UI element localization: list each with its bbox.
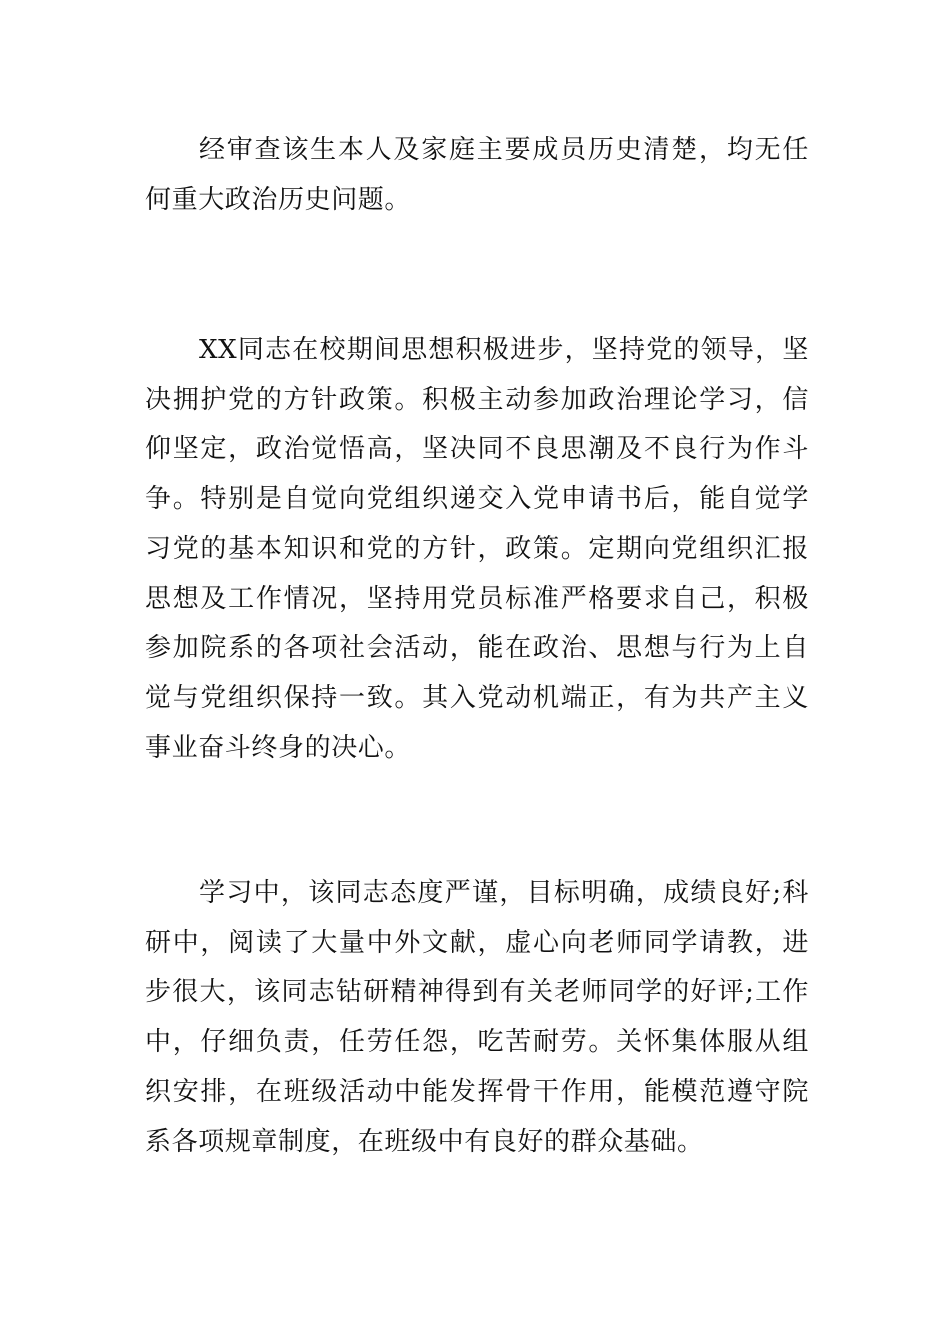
paragraph-political-performance: XX同志在校期间思想积极进步，坚持党的领导，坚决拥护党的方针政策。积极主动参加政治理论学习，信仰坚定，政治觉悟高，坚决同不良思潮及不良行为作斗争。特别是自觉向党组织递交入党申请书后，能自觉学习党的基本知识和党的方针，政策。定期向党组织汇报思想及工作情况，坚持用党员标准严格要求自己，积极参加院系的各项社会活动，能在政治、思想与行为上自觉与党组织保持一致。其入党动机端正，有为共产主义事业奋斗终身的决心。 (145, 335, 809, 763)
paragraph-study-and-work: 学习中，该同志态度严谨，目标明确，成绩良好;科研中，阅读了大量中外文献，虚心向老师同学请教，进步很大，该同志钻研精神得到有关老师同学的好评;工作中，仔细负责，任劳任怨，吃苦耐劳。关怀集体服从组织安排，在班级活动中能发挥骨干作用，能模范遵守院系各项规章制度，在班级中有良好的群众基础。 (145, 878, 809, 1157)
paragraph-political-history: 经审查该生本人及家庭主要成员历史清楚，均无任何重大政治历史问题。 (145, 135, 809, 215)
